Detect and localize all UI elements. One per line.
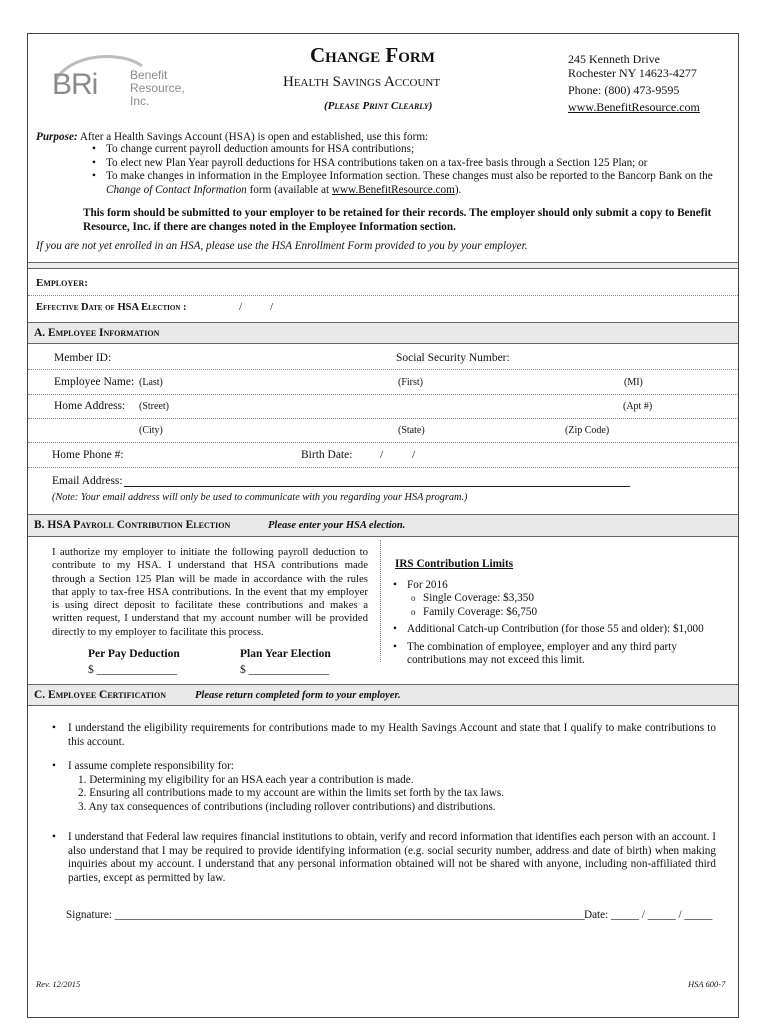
not-enrolled-note: If you are not yet enrolled in an HSA, please use the HSA Enrollment Form provided to you by your employer. [36,240,528,252]
submission-notice: This form should be submitted to your employer to be retained for their records. The employer should only submit a copy to Benefit Resource, Inc. if there are changes noted in the Employee Information section. [83,207,712,233]
email-label: Email Address: [52,475,123,487]
authorization-text: I authorize my employer to initiate the following payroll deduction to contribute to my HSA. I understand that HSA contributions made through a Section 125 Plan will be made in accordance with the rules that apply to tax-free HSA contributions. In the event that my employer is using direct deposit to facilitate these contributions and makes a written request, I understand that my account number will be provided directly to my employer to facilitate this process. [52,546,368,638]
apt-hint: (Apt #) [623,401,653,412]
birth-date-slash-2: / [412,449,416,461]
first-name-hint: (First) [398,377,423,388]
phone-field-line[interactable] [28,467,738,468]
email-note: (Note: Your email address will only be used to communicate with you regarding your HSA program.) [52,492,468,503]
form-code: HSA 600-7 [688,979,726,989]
section-b-title: B. HSA Payroll Contribution Election [34,519,231,531]
plan-year-amount-field[interactable]: $ ______________ [240,664,330,676]
home-phone-label: Home Phone #: [52,449,124,461]
birth-date-slash-1: / [380,449,384,461]
section-b-note: Please enter your HSA election. [268,520,406,531]
website-link[interactable]: www.BenefitResource.com [568,100,700,114]
purpose-intro: After a Health Savings Account (HSA) is open and established, use this form: [79,131,429,143]
section-c-header [28,684,738,706]
revision-date: Rev. 12/2015 [36,979,81,989]
date-field[interactable]: Date: _____ / _____ / _____ [584,909,713,921]
employee-name-label: Employee Name: [54,376,135,388]
per-pay-amount-field[interactable]: $ ______________ [88,664,178,676]
bri-logo [50,52,185,112]
form-title: Change Form [310,43,435,67]
effective-date-slash-1: / [239,301,243,313]
city-hint: (City) [139,425,163,436]
state-hint: (State) [398,425,425,436]
logo-mark: BRi [52,68,98,101]
responsibility-item-1: 1. Determining my eligibility for an HSA each year a contribution is made. [78,773,414,786]
certification-federal-law: • I understand that Federal law requires financial institutions to obtain, verify and record information that identifies each person with an account. I also understand that I may be required to provide identifying information (e.g. social security number, address and date of birth) when making inquiries about my account. I understand that any personal information obtained will not be shared with anyone, including non-affiliated third parties, except as permitted by law. [52,831,716,885]
logo-line2: Resource, [130,81,185,95]
plan-year-label: Plan Year Election [240,648,331,660]
employee-name-field-line[interactable] [28,394,738,395]
logo-line1: Benefit [130,68,168,82]
ssn-label: Social Security Number: [396,352,510,364]
limit-year: • For 2016 o Single Coverage: $3,350 o Family Coverage: $6,750 [393,579,733,620]
combined-limit-note: • The combination of employee, employer and any third party contributions may not exceed this limit. [393,641,733,668]
email-field-line[interactable] [124,486,630,487]
purpose-item-1: • To change current payroll deduction amounts for HSA contributions; [92,143,731,157]
section-c-note: Please return completed form to your employer. [195,690,401,701]
certification-responsibility: • I assume complete responsibility for: 1. Determining my eligibility for an HSA each year a contribution is made. 2. Ensuring all contributions made to my account are within the limits set forth by the tax laws. 3. Any tax consequences of contributions (including rollover contributions) and distributions. [52,760,716,814]
purpose-item-3: • To make changes in information in the Employee Information section. These changes must also be reported to the Bancorp Bank on the Change of Contact Information form (available at www.BenefitResource.com). [92,170,731,197]
street-hint: (Street) [139,401,169,412]
irs-limits-title: IRS Contribution Limits [395,558,514,570]
form-subtitle: Health Savings Account [283,74,441,90]
employer-field-line[interactable] [28,295,738,296]
effective-date-label: Effective Date of HSA Election : [36,302,187,313]
mi-hint: (MI) [624,377,643,388]
responsibility-item-2: 2. Ensuring all contributions made to my account are within the limits set forth by the tax laws. [78,787,504,799]
logo-line3: Inc. [130,94,150,108]
responsibility-item-3: 3. Any tax consequences of contributions (including rollover contributions) and distributions. [78,800,496,813]
effective-date-slash-2: / [270,301,274,313]
single-coverage: o Single Coverage: $3,350 [411,592,733,606]
phone-number: Phone: (800) 473-9595 [568,83,680,97]
address-line1: 245 Kenneth Drive [568,52,660,66]
employer-divider [28,262,738,269]
section-a-header [28,322,738,344]
section-b-header [28,514,738,537]
catchup-contribution: • Additional Catch-up Contribution (for those 55 and older): $1,000 [393,623,733,637]
city-field-line[interactable] [28,442,738,443]
family-coverage: o Family Coverage: $6,750 [411,606,733,620]
form-page [27,33,739,1018]
member-id-field-line[interactable] [28,369,738,370]
last-name-hint: (Last) [139,377,163,388]
home-address-label: Home Address: [54,400,126,412]
section-b-vertical-divider [380,540,381,662]
purpose-item-2: • To elect new Plan Year payroll deductions for HSA contributions taken on a tax-free basis through a Section 125 Plan; or [92,157,731,171]
section-c-title: C. Employee Certification [34,689,167,701]
per-pay-label: Per Pay Deduction [88,648,180,660]
signature-field[interactable]: Signature: ____________________________________________________________________________________ [66,909,585,921]
birth-date-label: Birth Date: [301,449,353,461]
certification-block [52,722,716,885]
certification-eligibility: • I understand the eligibility requirements for contributions made to my Health Savings Account and state that I qualify to make contributions to this account. [52,722,716,749]
employer-label: Employer: [36,277,88,289]
purpose-block [36,131,731,252]
print-instruction: (Please Print Clearly) [324,100,433,112]
address-line2: Rochester NY 14623-4277 [568,66,697,80]
purpose-label: Purpose: [36,131,78,143]
street-field-line[interactable] [28,418,738,419]
member-id-label: Member ID: [54,352,112,364]
zip-hint: (Zip Code) [565,425,610,436]
section-a-title: A. Employee Information [34,327,160,339]
website-link-inline[interactable]: www.BenefitResource.com [331,183,455,196]
irs-limits-block [393,558,733,668]
